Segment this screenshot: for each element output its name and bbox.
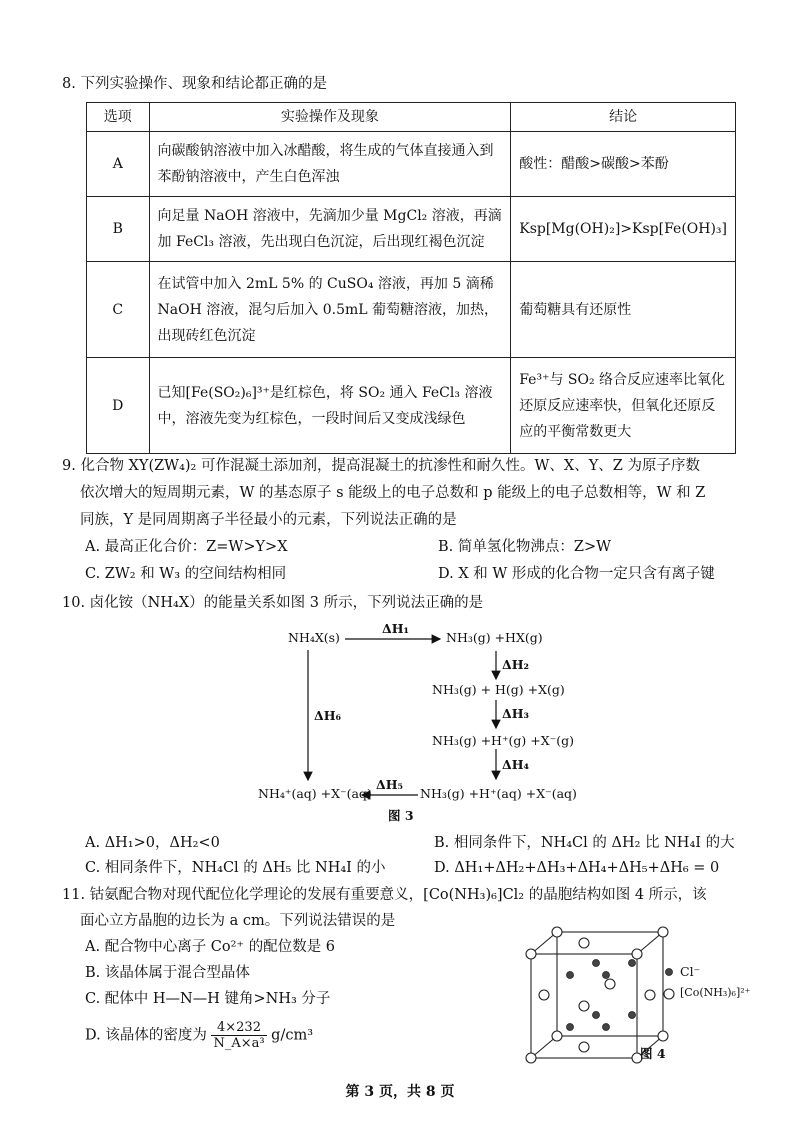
q11-stem-line2: 面心立方晶胞的边长为 a cm。下列说法错误的是 — [80, 913, 396, 929]
density-fraction — [211, 1020, 266, 1051]
species-nh4-aq: NH₄⁺(aq) +X⁻(aq) — [258, 786, 372, 801]
legend-cl-marker — [666, 969, 673, 976]
label-dh4: ΔH₄ — [502, 757, 529, 772]
q9-option-a: A. 最高正化合价：Z=W>Y>X — [85, 539, 288, 555]
q10-option-d: D. ΔH₁+ΔH₂+ΔH₃+ΔH₄+ΔH₅+ΔH₆ = 0 — [434, 860, 720, 876]
q10-option-c: C. 相同条件下，NH₄Cl 的 ΔH₅ 比 NH₄I 的小 — [85, 860, 386, 876]
species-nh4x-solid: NH₄X(s) — [288, 630, 340, 645]
q11-stem-line1: 11. 钴氨配合物对现代配位化学理论的发展有重要意义，[Co(NH₃)₆]Cl₂ 的晶胞结构如图 4 所示，该 — [62, 887, 707, 903]
species-nh3-hx: NH₃(g) +HX(g) — [446, 630, 543, 645]
row-operation: 向碳酸钠溶液中加入冰醋酸，将生成的气体直接通入到苯酚钠溶液中，产生白色浑浊 — [149, 132, 511, 197]
header-conclusion: 结论 — [511, 103, 736, 132]
legend-co-marker — [664, 989, 674, 999]
q9-stem-line2: 依次增大的短周期元素，W 的基态原子 s 能级上的电子总数和 p 能级上的电子总数相等，W 和 Z — [80, 485, 706, 501]
q9-option-c: C. ZW₂ 和 W₃ 的空间结构相同 — [85, 566, 287, 582]
q9-stem-line1: 9. 化合物 XY(ZW₄)₂ 可作混凝土添加剂，提高混凝土的抗渗性和耐久性。W、X、Y、Z 为原子序数 — [62, 458, 700, 474]
row-conclusion: 酸性：醋酸>碳酸>苯酚 — [511, 132, 736, 197]
page-footer: 第 3 页，共 8 页 — [345, 1084, 455, 1100]
q9-option-d: D. X 和 W 形成的化合物一定只含有离子键 — [438, 566, 715, 582]
row-option: A — [87, 132, 150, 197]
legend-co-label: [Co(NH₃)₆]²⁺ — [680, 986, 751, 999]
density-unit: g/cm³ — [271, 1027, 314, 1044]
label-dh2: ΔH₂ — [502, 657, 529, 672]
density-denominator: N_A×a³ — [213, 1036, 265, 1051]
q10-option-b: B. 相同条件下，NH₄Cl 的 ΔH₂ 比 NH₄I 的大 — [434, 835, 735, 851]
cl-ions — [567, 960, 636, 1031]
co-complex-ions — [526, 927, 668, 1063]
q11-option-d — [85, 1020, 313, 1051]
species-nh3-ions-aq: NH₃(g) +H⁺(aq) +X⁻(aq) — [420, 786, 577, 801]
row-option: C — [87, 262, 150, 358]
row-conclusion: Ksp[Mg(OH)₂]>Ksp[Fe(OH)₃] — [511, 197, 736, 262]
row-operation: 向足量 NaOH 溶液中，先滴加少量 MgCl₂ 溶液，再滴加 FeCl₃ 溶液，先出现白色沉淀，后出现红褐色沉淀 — [149, 197, 511, 262]
figure-3-caption: 图 3 — [388, 808, 414, 823]
species-nh3-h-x: NH₃(g) + H(g) +X(g) — [432, 682, 565, 697]
row-conclusion: 葡萄糖具有还原性 — [511, 262, 736, 358]
row-option: D — [87, 358, 150, 454]
q11-option-b: B. 该晶体属于混合型晶体 — [85, 965, 250, 981]
species-nh3-ions-gas: NH₃(g) +H⁺(g) +X⁻(g) — [432, 733, 575, 748]
row-conclusion: Fe³⁺与 SO₂ 络合反应速率比氧化还原反应速率快，但氧化还原反应的平衡常数更大 — [511, 358, 736, 454]
q10-option-a: A. ΔH₁>0，ΔH₂<0 — [85, 835, 220, 851]
q9-stem-line3: 同族，Y 是同周期离子半径最小的元素，下列说法正确的是 — [80, 512, 457, 528]
figure-4-caption: 图 4 — [640, 1046, 666, 1061]
row-option: B — [87, 197, 150, 262]
label-dh3: ΔH₃ — [502, 706, 529, 721]
label-dh1: ΔH₁ — [382, 621, 409, 636]
label-dh6: ΔH₆ — [314, 708, 341, 723]
q9-option-b: B. 简单氢化物沸点：Z>W — [438, 539, 612, 555]
q10-stem: 10. 卤化铵（NH₄X）的能量关系如图 3 所示，下列说法正确的是 — [62, 595, 484, 611]
row-operation: 在试管中加入 2mL 5% 的 CuSO₄ 溶液，再加 5 滴稀 NaOH 溶液，混匀后加入 0.5mL 葡萄糖溶液，加热，出现砖红色沉淀 — [149, 262, 511, 358]
q11-option-c: C. 配体中 H—N—H 键角>NH₃ 分子 — [85, 991, 331, 1007]
q11-option-a: A. 配合物中心离子 Co²⁺ 的配位数是 6 — [85, 939, 336, 955]
row-operation: 已知[Fe(SO₂)₆]³⁺是红棕色，将 SO₂ 通入 FeCl₃ 溶液中，溶液先变为红棕色，一段时间后又变成浅绿色 — [149, 358, 511, 454]
q8-stem: 8. 下列实验操作、现象和结论都正确的是 — [62, 76, 327, 92]
header-option: 选项 — [87, 103, 150, 132]
q11-option-d-prefix: D. 该晶体的密度为 — [85, 1027, 207, 1044]
label-dh5: ΔH₅ — [376, 777, 403, 792]
header-operation: 实验操作及现象 — [149, 103, 511, 132]
legend-cl-label: Cl⁻ — [680, 964, 701, 979]
crystal-cell-figure — [531, 932, 663, 1058]
density-numerator: 4×232 — [211, 1020, 266, 1036]
